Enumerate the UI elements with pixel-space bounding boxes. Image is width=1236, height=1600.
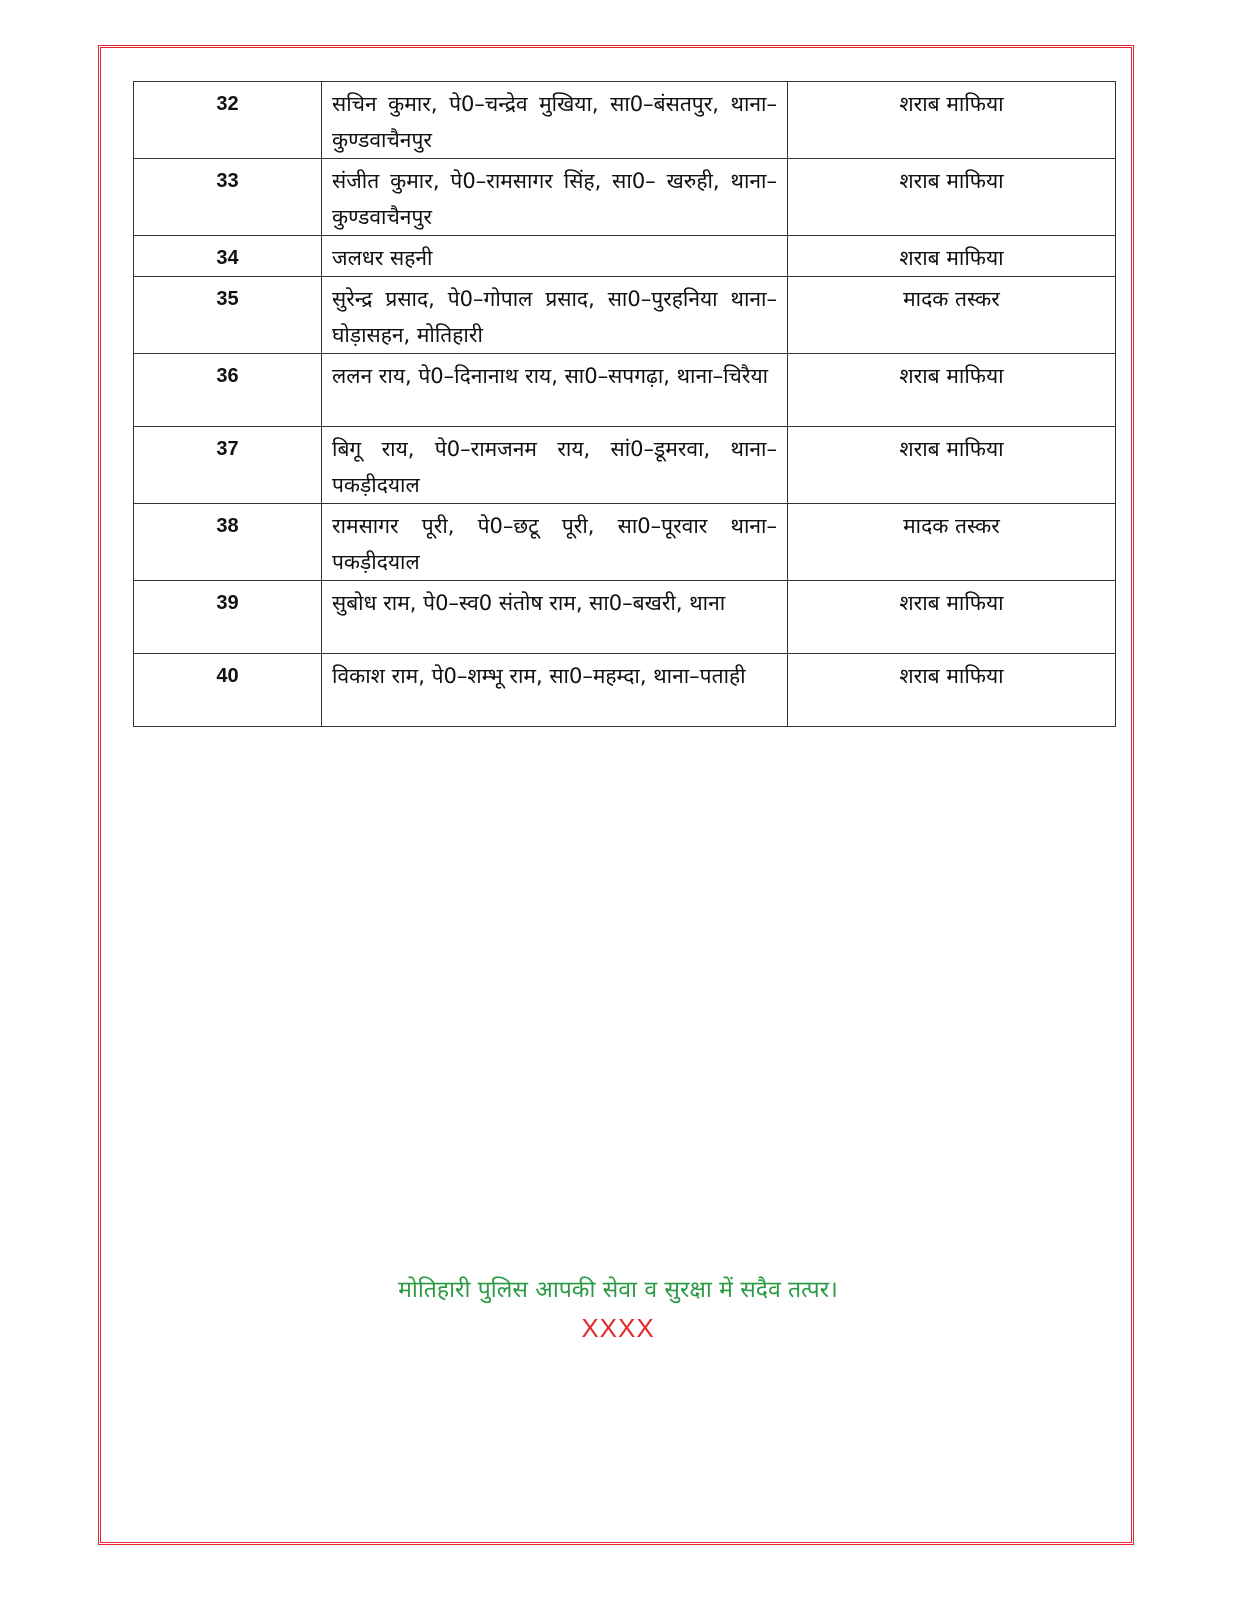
records-table (133, 81, 1116, 727)
table-row (134, 427, 1116, 504)
table-row (134, 504, 1116, 581)
table-row (134, 581, 1116, 654)
offender-category: शराब माफिया (788, 427, 1116, 504)
serial-number: 34 (134, 236, 322, 277)
person-details: विकाश राम, पे0–शम्भू राम, सा0–महम्दा, थाना–पताही (322, 654, 788, 727)
serial-number: 32 (134, 82, 322, 159)
offender-category: शराब माफिया (788, 236, 1116, 277)
table-row (134, 277, 1116, 354)
offender-category: शराब माफिया (788, 159, 1116, 236)
offender-category: मादक तस्कर (788, 504, 1116, 581)
table-row (134, 654, 1116, 727)
person-details: सुबोध राम, पे0–स्व0 संतोष राम, सा0–बखरी, थाना (322, 581, 788, 654)
person-details: ललन राय, पे0–दिनानाथ राय, सा0–सपगढ़ा, थाना–चिरैया (322, 354, 788, 427)
serial-number: 40 (134, 654, 322, 727)
offender-category: शराब माफिया (788, 354, 1116, 427)
serial-number: 39 (134, 581, 322, 654)
table-row (134, 236, 1116, 277)
person-details: सुरेन्द्र प्रसाद, पे0–गोपाल प्रसाद, सा0–पुरहनिया थाना–घोड़ासहन, मोतिहारी (322, 277, 788, 354)
serial-number: 38 (134, 504, 322, 581)
end-mark: XXXX (581, 1313, 655, 1343)
table-row (134, 354, 1116, 427)
offender-category: शराब माफिया (788, 82, 1116, 159)
serial-number: 37 (134, 427, 322, 504)
footer-slogan: मोतिहारी पुलिस आपकी सेवा व सुरक्षा में सदैव तत्पर। (398, 1277, 838, 1303)
table-row (134, 159, 1116, 236)
offender-category: शराब माफिया (788, 654, 1116, 727)
offender-category: मादक तस्कर (788, 277, 1116, 354)
offender-category: शराब माफिया (788, 581, 1116, 654)
serial-number: 33 (134, 159, 322, 236)
person-details: रामसागर पूरी, पे0–छटू पूरी, सा0–पूरवार थाना– पकड़ीदयाल (322, 504, 788, 581)
person-details: सचिन कुमार, पे0–चन्द्रेव मुखिया, सा0–बंसतपुर, थाना–कुण्डवाचैनपुर (322, 82, 788, 159)
person-details: जलधर सहनी (322, 236, 788, 277)
person-details: बिगू राय, पे0–रामजनम राय, सां0–डूमरवा, थाना– पकड़ीदयाल (322, 427, 788, 504)
serial-number: 36 (134, 354, 322, 427)
person-details: संजीत कुमार, पे0–रामसागर सिंह, सा0– खरुही, थाना– कुण्डवाचैनपुर (322, 159, 788, 236)
table-row (134, 82, 1116, 159)
serial-number: 35 (134, 277, 322, 354)
